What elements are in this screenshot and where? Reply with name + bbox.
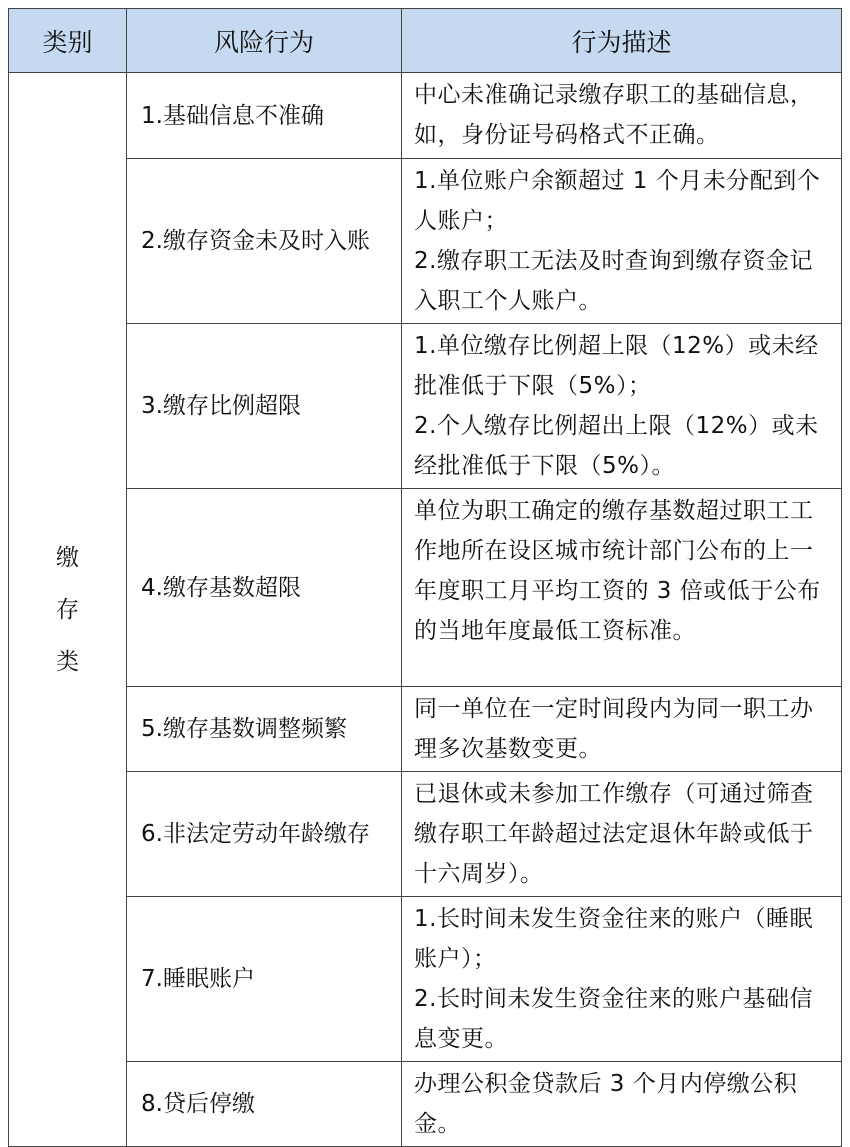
risk-description [402, 324, 842, 489]
risk-behavior: 1.基础信息不准确 [127, 73, 402, 159]
description-line: 中心未准确记录缴存职工的基础信息，如，身份证号码格式不正确。 [414, 82, 814, 148]
description-line: 1.单位缴存比例超上限（12%）或未经批准低于下限（5%）； [414, 333, 819, 399]
table-row [9, 324, 842, 489]
table-row [9, 73, 842, 159]
risk-behavior: 5.缴存基数调整频繁 [127, 687, 402, 772]
risk-description [402, 897, 842, 1062]
header-description: 行为描述 [402, 9, 842, 73]
header-category: 类别 [9, 9, 127, 73]
risk-description [402, 772, 842, 897]
table-row [9, 1062, 842, 1147]
table-row [9, 489, 842, 687]
header-row [9, 9, 842, 73]
risk-behavior: 2.缴存资金未及时入账 [127, 159, 402, 324]
table-row [9, 687, 842, 772]
risk-description [402, 687, 842, 772]
description-line: 2.长时间未发生资金往来的账户基础信息变更。 [414, 986, 813, 1052]
risk-description [402, 489, 842, 687]
category-char: 类 [56, 648, 79, 675]
risk-behavior: 7.睡眠账户 [127, 897, 402, 1062]
description-line: 2.缴存职工无法及时查询到缴存资金记入职工个人账户。 [414, 248, 813, 314]
table-row [9, 159, 842, 324]
risk-behavior: 3.缴存比例超限 [127, 324, 402, 489]
category-cell [9, 73, 127, 1147]
risk-description [402, 73, 842, 159]
risk-behavior: 4.缴存基数超限 [127, 489, 402, 687]
table-row [9, 897, 842, 1062]
risk-description [402, 1062, 842, 1147]
table-row [9, 772, 842, 897]
risk-table [8, 8, 842, 1147]
risk-behavior: 6.非法定劳动年龄缴存 [127, 772, 402, 897]
category-char: 存 [56, 596, 79, 623]
description-line: 已退休或未参加工作缴存（可通过筛查缴存职工年龄超过法定退休年龄或低于十六周岁）。 [414, 781, 814, 887]
risk-behavior: 8.贷后停缴 [127, 1062, 402, 1147]
description-line: 单位为职工确定的缴存基数超过职工工作地所在设区城市统计部门公布的上一年度职工月平均工资的 3 倍或低于公布的当地年度最低工资标准。 [414, 498, 821, 644]
description-line: 同一单位在一定时间段内为同一职工办理多次基数变更。 [414, 696, 814, 762]
description-line: 1.单位账户余额超过 1 个月未分配到个人账户； [414, 168, 821, 234]
description-line: 2.个人缴存比例超出上限（12%）或未经批准低于下限（5%）。 [414, 413, 819, 479]
header-risk: 风险行为 [127, 9, 402, 73]
category-char: 缴 [56, 544, 79, 571]
risk-description [402, 159, 842, 324]
description-line: 1.长时间未发生资金往来的账户（睡眠账户）； [414, 906, 813, 972]
description-line: 办理公积金贷款后 3 个月内停缴公积金。 [414, 1071, 798, 1137]
